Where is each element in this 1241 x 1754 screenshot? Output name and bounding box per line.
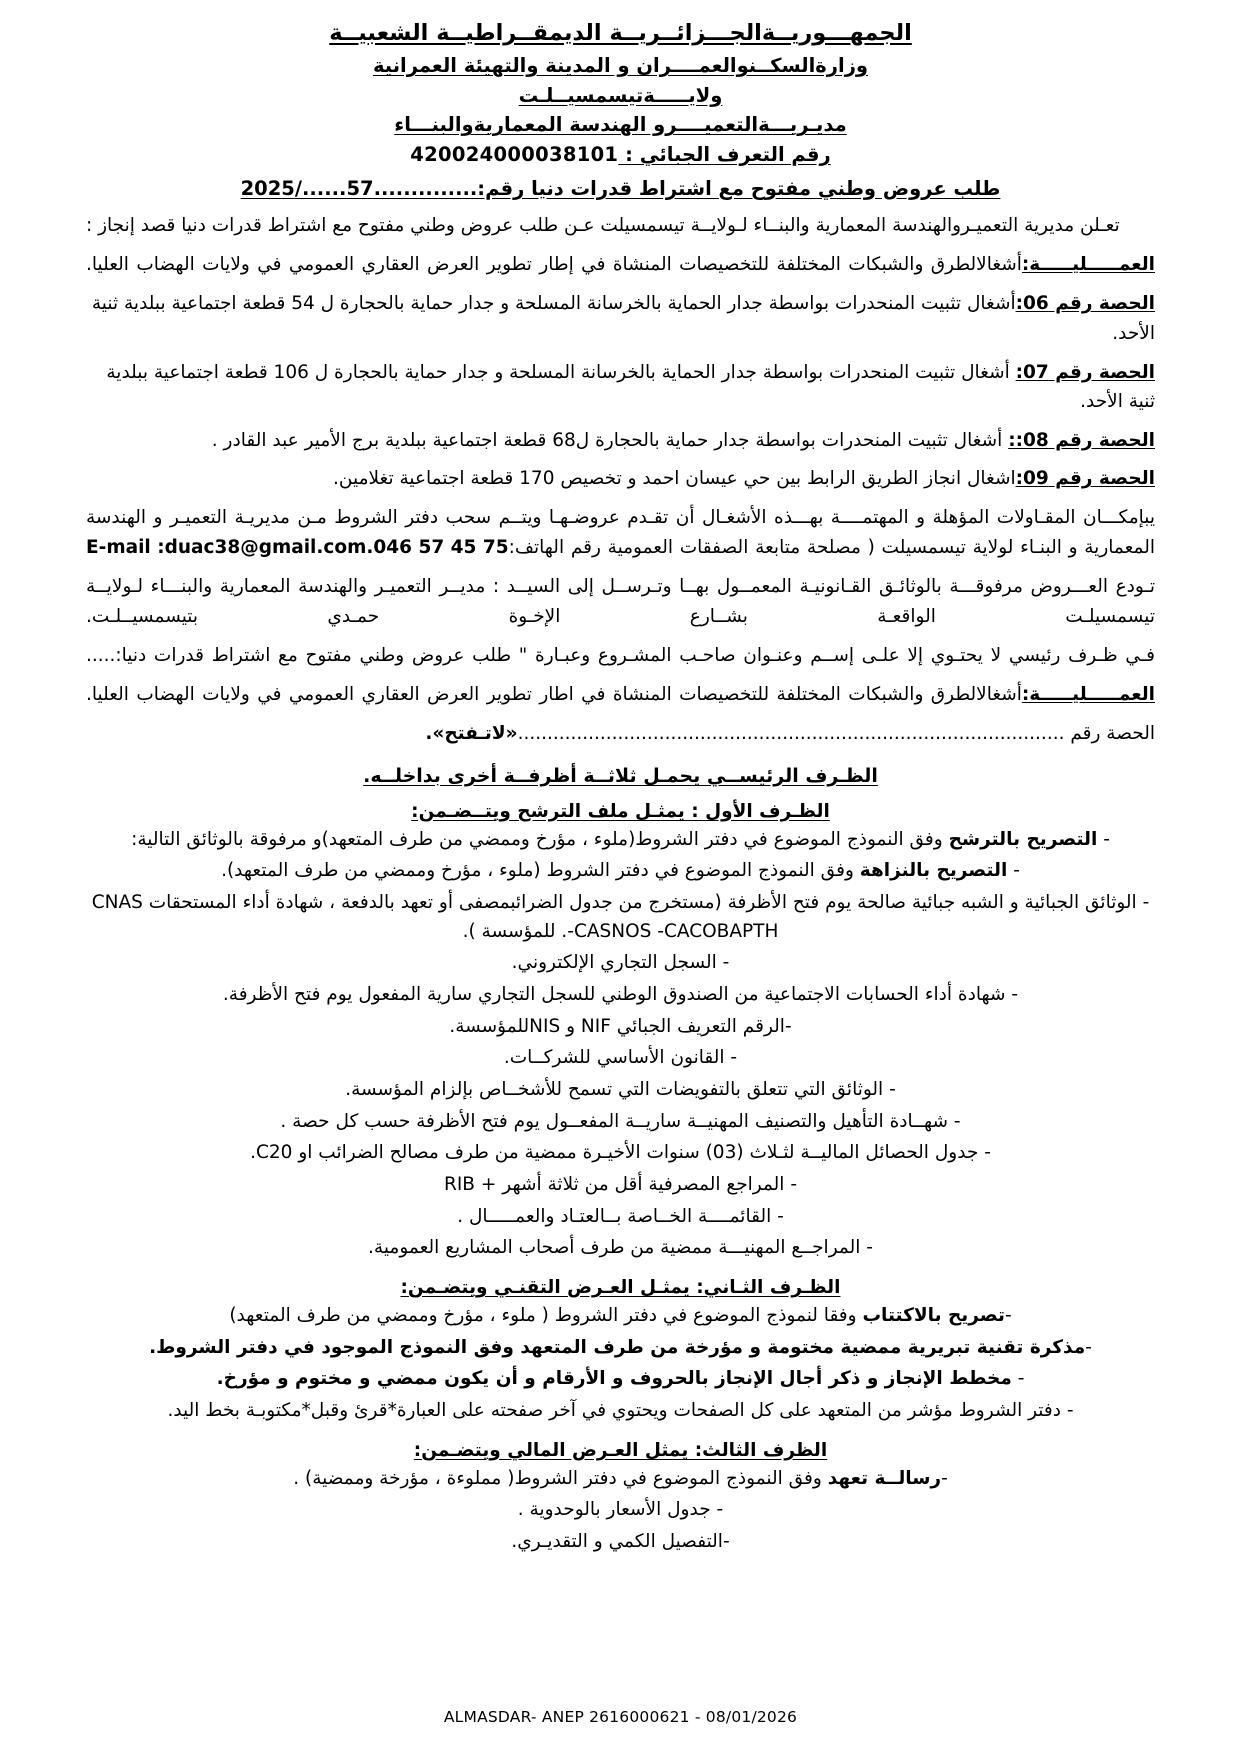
contact-separator: . xyxy=(366,536,374,558)
lot-row xyxy=(86,289,1155,348)
operation-repeat-label: العمـــــليـــــة: xyxy=(1021,683,1155,705)
tax-id-line xyxy=(86,141,1155,169)
lot-label: الحصة رقم 07: xyxy=(1015,361,1155,383)
tax-id-value: 420024000038101 xyxy=(410,143,619,166)
envelope-3-item xyxy=(86,1528,1155,1557)
envelope-1-item xyxy=(86,949,1155,978)
envelope-2-item xyxy=(86,1365,1155,1394)
item-rest: الوثائق الجبائية و الشبه جبائية صالحة يوم فتح الأظرفة (مستخرج من جدول الضرائبمصفى أو تعهد بالدفعة ، شهادة أداء المستحقات CNAS -CASNOS -CACOBAPTH. للمؤسسة ). xyxy=(91,892,1137,942)
item-prefix: - xyxy=(978,1142,991,1164)
envelope-1-item xyxy=(86,1234,1155,1263)
item-rest: الرقم التعريف الجبائي NIF و NISللمؤسسة. xyxy=(449,1015,785,1037)
item-prefix: - xyxy=(1136,892,1150,913)
lot-text: أشغال تثبيت المنحدرات بواسطة جدار الحماية بالخرسانة المسلحة و جدار حماية بالحجارة ل 106 قطعة اجتماعية ببلدية ثنية الأحد. xyxy=(106,361,1155,413)
item-rest: القانون الأساسي للشركــات. xyxy=(503,1047,725,1069)
lot-blank-paragraph xyxy=(86,719,1155,749)
item-prefix: - xyxy=(716,952,730,974)
item-prefix: - xyxy=(1097,828,1110,850)
envelope-1-item xyxy=(86,1076,1155,1105)
envelope-2-item xyxy=(86,1397,1155,1426)
item-bold: مذكرة تقنية تبريرية ممضية مختومة و مؤرخة من طرف المتعهد وفق النموذج الموجود في دفتر الشروط. xyxy=(149,1336,1086,1358)
item-bold: رسالــة تعهد xyxy=(827,1467,942,1489)
item-rest: المراجع المصرفية أقل من ثلاثة أشهر + RIB xyxy=(443,1174,785,1196)
item-rest: وفقا لنموذج الموضوع في دفتر الشروط ( ملوء ، مؤرخ وممضي من طرف المتعهد) xyxy=(229,1305,863,1327)
lot-row xyxy=(86,426,1155,456)
lot-text: أشغال تثبيت المنحدرات بواسطة جدار الحماية بالخرسانة المسلحة و جدار حماية بالحجارة ل 54 قطعة اجتماعية ببلدية ثنية الأحد. xyxy=(91,293,1155,344)
item-prefix: - xyxy=(771,1205,784,1227)
item-prefix: - xyxy=(1060,1400,1074,1422)
envelope-1-item xyxy=(86,1108,1155,1137)
lot-blank-text: الحصة رقم ............................................................................................. xyxy=(517,722,1155,744)
item-prefix: - xyxy=(1011,1368,1025,1390)
item-rest: الوثائق التي تتعلق بالتفويضات التي تسمح للأشخــاص بإلزام المؤسسة. xyxy=(345,1079,884,1101)
item-prefix: - xyxy=(883,1079,896,1101)
envelope-1-item xyxy=(86,1044,1155,1073)
item-prefix: - xyxy=(860,1237,873,1259)
deposit-paragraph: تـودع العـــروض مرفوقـــة بالوثائـق القـانونيـة المعمــول بهــا وتـرســل إلى السيــد : مديــر التعميـر والهندسة المعمارية والبنـــاء لـولايــة تيسمسيلـت الواقعـة بشــارع الإخـوة حمـدي بتيسمسيــلـت. xyxy=(86,575,1155,627)
lot-text: اشغال انجاز الطريق الرابط بين حي عيسان احمد و تخصيص 170 قطعة اجتماعية تغلامين. xyxy=(333,468,1016,490)
republic-title: الجمهـــوريــةالجـــزائــريــة الديمقــراطيــة الشعبيــة xyxy=(329,20,912,46)
intro-paragraph: تعـلن مديرية التعميـروالهندسة المعمارية والبنــاء لـولايــة تيسمسيلت عـن طلب عروض وطني مفتوح مع اشتراط قدرات دنيا قصد إنجاز : xyxy=(86,215,1120,237)
item-rest: وفق النموذج الموضوع في دفتر الشروط (ملوء ، مؤرخ وممضي من طرف المتعهد). xyxy=(221,860,860,882)
contact-email: duac38@gmail.com xyxy=(164,536,367,558)
envelope-2-item xyxy=(86,1302,1155,1331)
item-prefix: - xyxy=(1005,984,1019,1006)
item-prefix: - xyxy=(724,1047,738,1069)
ministry-title: وزارةالسكــنوالعمــــران و المدينة والتهيئة العمرانية xyxy=(372,53,869,77)
operation-repeat-text: أشغالالطرق والشبكات المختلفة للتخصيصات المنشاة في اطار تطوير العرض العقاري العمومي في ولايات الهضاب العليا. xyxy=(86,683,1022,705)
item-rest: جدول الحصائل الماليــة لثـلاث (03) سنوات الأخيـرة ممضية من طرف مصالح الضرائب او C20. xyxy=(250,1142,979,1164)
lot-blank-closing: «لاتـفتح». xyxy=(425,722,518,744)
item-prefix: - xyxy=(941,1467,948,1489)
envelope-1-item xyxy=(86,826,1155,855)
lot-text: أشغال تثبيت المنحدرات بواسطة جدار حماية بالحجارة ل68 قطعة اجتماعية ببلدية برج الأمير عبد القادر . xyxy=(211,429,1009,451)
item-prefix: - xyxy=(948,1110,961,1132)
lot-label: الحصة رقم 09: xyxy=(1015,468,1155,490)
item-rest: السجل التجاري الإلكتروني. xyxy=(511,952,717,974)
item-rest: المراجــع المهنيـــة ممضية من طرف أصحاب المشاريع العمومية. xyxy=(368,1237,861,1259)
operation-paragraph xyxy=(86,250,1155,280)
item-rest: وفق النموذج الموضوع في دفتر الشروط(ملوء ، مؤرخ وممضي من طرف المتعهد)و مرفوقة بالوثائق التالية: xyxy=(131,828,949,850)
operation-label: العمـــــليـــــة: xyxy=(1021,254,1155,276)
item-rest: جدول الأسعار بالوحدوية . xyxy=(517,1499,711,1521)
envelope-1-item xyxy=(86,889,1155,946)
withdrawal-paragraph xyxy=(86,503,1155,563)
directorate-title: مديـريـــةالتعميــــرو الهندسة المعماريةوالبنـــاء xyxy=(394,113,847,137)
document-footer: ALMASDAR- ANEP 2616000621 - 08/01/2026 xyxy=(443,1708,798,1726)
item-prefix: - xyxy=(784,1015,792,1037)
lot-row xyxy=(86,464,1155,494)
email-label: E-mail : xyxy=(86,536,165,558)
item-rest: القائمــــة الخــاصة بــالعتـاد والعمـــــال . xyxy=(457,1205,772,1227)
item-prefix: - xyxy=(722,1531,730,1553)
envelope-1-title: الظـرف الأول : يمثـل ملف الترشح ويتــضـمن: xyxy=(411,800,830,822)
item-rest: التفصيل الكمي و التقديـري. xyxy=(511,1531,723,1553)
item-rest: شهادة أداء الحسابات الاجتماعية من الصندوق الوطني للسجل التجاري سارية المفعول يوم فتح الأظرفة. xyxy=(222,984,1006,1006)
tax-id-label: رقم التعرف الجبائي : xyxy=(625,143,831,166)
envelope-1-item xyxy=(86,857,1155,886)
envelope-3-item xyxy=(86,1465,1155,1494)
envelope-main-paragraph: فـي ظـرف رئيسي لا يحتـوي إلا علـى إســم وعنـوان صاحـب المشـروع وعبـارة " طلب عروض وطني مفتوح مع اشتراط قدرات دنيا:..... xyxy=(86,644,1155,666)
item-rest: وفق النموذج الموضوع في دفتر الشروط( مملوءة ، مؤرخة وممضية) . xyxy=(293,1467,828,1489)
document-header xyxy=(86,18,1155,202)
lot-label: الحصة رقم 06: xyxy=(1015,293,1155,315)
envelope-2-title: الظـرف الثـاني: يمثـل العـرض التقنـي ويتضـمن: xyxy=(400,1277,841,1299)
item-prefix: - xyxy=(1004,1305,1012,1327)
tender-number-title: طلب عروض وطني مفتوح مع اشتراط قدرات دنيا رقم:..............57....../2025 xyxy=(240,176,1001,200)
operation-repeat-paragraph xyxy=(86,680,1155,710)
envelope-1-item xyxy=(86,1171,1155,1200)
withdrawal-text: يبإمكـــان المقـاولات المؤهلة و المهتمــــة بهـــذه الأشغـال أن تقـدم عروضـهـا ويتــم سحب دفتر الشروط مـن مديريـة التعميـر و الهندسة المعمارية و البنـاء لولاية تيسمسيلت ( مصلحة متابعة الصفقات العمومية رقم الهاتف: xyxy=(86,506,1155,558)
item-bold: تصريح بالاكتتاب xyxy=(862,1305,1005,1327)
item-prefix: - xyxy=(1007,860,1020,882)
item-rest: دفتر الشروط مؤشر من المتعهد على كل الصفحات ويحتوي في آخر صفحته على العبارة*قرئ وقبل*مكتوبـة بخط اليد. xyxy=(167,1400,1061,1422)
operation-text: أشغالالطرق والشبكات المختلفة للتخصيصات المنشاة في إطار تطوير العرض العقاري العمومي في ولايات الهضاب العليا. xyxy=(86,254,1022,276)
lot-label: الحصة رقم 08:: xyxy=(1008,429,1155,451)
envelope-1-item xyxy=(86,981,1155,1010)
lot-row xyxy=(86,358,1155,417)
envelope-3-title: الظرف الثالث: يمثل العـرض المالي ويتضـمن: xyxy=(413,1439,828,1461)
item-prefix: - xyxy=(710,1499,724,1521)
envelope-1-item xyxy=(86,1013,1155,1042)
main-envelope-title: الظـرف الرئيســي يحمـل ثلاثــة أظرفــة أخرى بداخلــه. xyxy=(363,764,878,787)
envelope-1-item xyxy=(86,1203,1155,1232)
contact-phone: 046 57 45 75 xyxy=(373,536,509,558)
envelope-2-item xyxy=(86,1334,1155,1363)
wilaya-title: ولايـــــةتيسمسيــلـت xyxy=(518,83,723,107)
envelope-3-item xyxy=(86,1496,1155,1525)
item-bold: التصريح بالنزاهة xyxy=(859,860,1008,882)
item-prefix: - xyxy=(784,1174,798,1196)
item-rest: شهــادة التأهيل والتصنيف المهنيــة ساريــة المفعــول يوم فتح الأظرفة حسب كل حصة . xyxy=(280,1110,949,1132)
item-bold: مخطط الإنجاز و ذكر أجال الإنجاز بالحروف و الأرقام و أن يكون ممضي و مختوم و مؤرخ. xyxy=(216,1368,1012,1390)
item-bold: التصريح بالترشح xyxy=(948,828,1098,850)
envelope-1-item xyxy=(86,1139,1155,1168)
item-prefix: - xyxy=(1085,1336,1092,1358)
